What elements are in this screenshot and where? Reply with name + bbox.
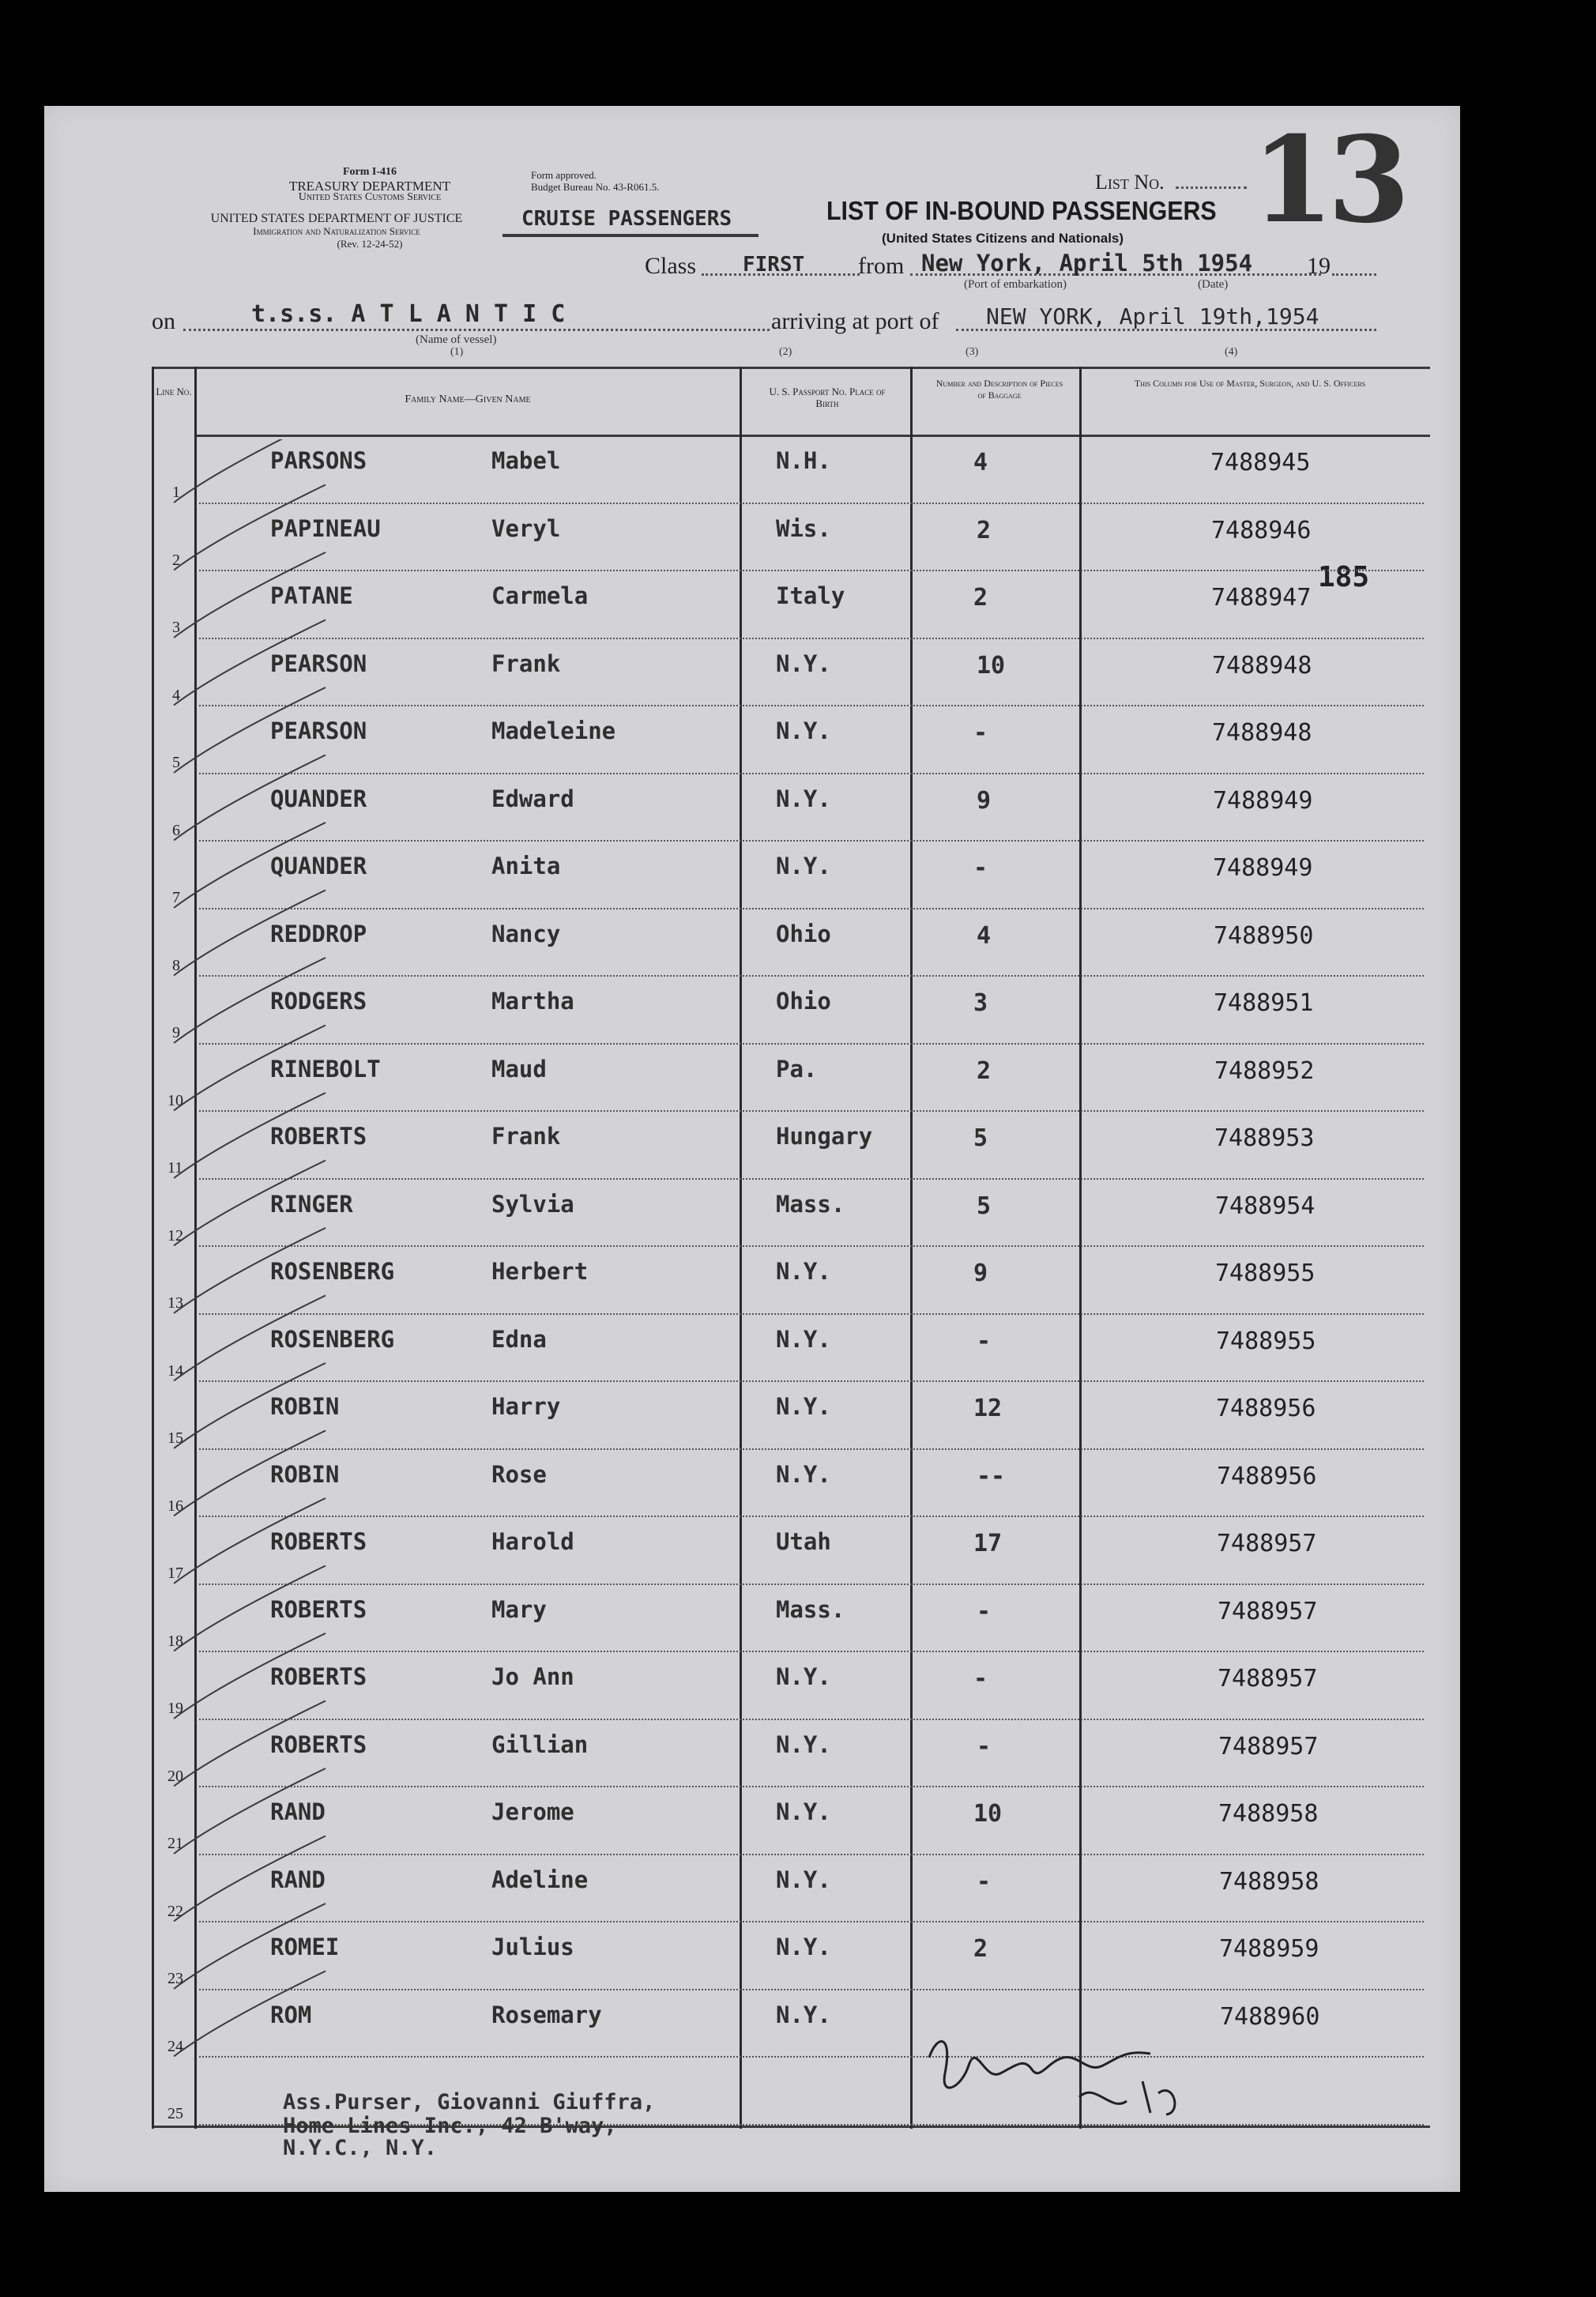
family-name: REDDROP [270, 920, 367, 947]
list-number: 13 [1252, 111, 1404, 250]
officer-number: 7488957 [1218, 1732, 1319, 1760]
row-rule [199, 1854, 1424, 1855]
vessel-line [183, 329, 770, 331]
row-rule [199, 638, 1424, 639]
line-number: 11 [168, 1159, 183, 1177]
family-name: ROM [270, 2001, 312, 2028]
family-name: RAND [270, 1866, 326, 1893]
department-of-justice: UNITED STATES DEPARTMENT OF JUSTICE [210, 212, 463, 225]
family-name: ROBERTS [270, 1663, 367, 1690]
line-number: 21 [168, 1835, 183, 1852]
class-value: FIRST [743, 253, 805, 277]
purser-signature [913, 2026, 1245, 2129]
family-name: PEARSON [270, 717, 367, 744]
row-rule [199, 1380, 1424, 1382]
line-number: 9 [172, 1024, 180, 1041]
officer-number: 7488950 [1214, 921, 1314, 950]
row-rule [199, 1786, 1424, 1787]
baggage-count: - [973, 1665, 988, 1693]
header-officers-use: This Column for Use of Master, Surgeon, and U. S. Officers [1134, 378, 1366, 389]
line-number: 23 [168, 1970, 183, 1987]
row-rule [199, 705, 1424, 706]
immigration-service: Immigration and Naturalization Service [253, 225, 420, 237]
row-rule [199, 1651, 1424, 1652]
officer-number: 7488951 [1214, 989, 1314, 1017]
baggage-count: - [973, 719, 988, 747]
purser-address-line-3: N.Y.C., N.Y. [283, 2136, 438, 2160]
line-number: 13 [168, 1294, 183, 1312]
given-name: Rose [491, 1460, 547, 1488]
line-number: 5 [172, 754, 180, 771]
officer-number: 7488946 [1211, 516, 1312, 544]
given-name: Harold [491, 1528, 574, 1555]
row-rule [199, 1989, 1424, 1990]
family-name: ROBIN [270, 1460, 340, 1488]
baggage-count: - [977, 1327, 992, 1355]
line-number: 16 [168, 1497, 183, 1515]
given-name: Edward [491, 785, 574, 812]
family-name: RODGERS [270, 988, 367, 1015]
birthplace: Utah [776, 1528, 831, 1555]
line-number: 6 [172, 821, 180, 839]
baggage-count: 2 [977, 1056, 992, 1085]
row-rule [199, 840, 1424, 842]
check-marks [168, 439, 357, 2126]
given-name: Maud [491, 1055, 547, 1083]
line-number: 20 [168, 1767, 183, 1785]
line-number: 4 [172, 686, 180, 704]
officer-number: 7488952 [1214, 1056, 1315, 1085]
officer-number: 7488954 [1215, 1192, 1316, 1220]
header-line-no: Line No. [156, 386, 192, 397]
officer-number: 7488958 [1218, 1800, 1319, 1828]
given-name: Herbert [491, 1258, 589, 1285]
family-name: PATANE [270, 582, 353, 609]
given-name: Mary [491, 1595, 547, 1623]
given-name: Frank [491, 1123, 561, 1150]
header-baggage: Number and Description of Pieces of Baggage [935, 378, 1063, 401]
birthplace: N.Y. [776, 717, 831, 744]
officer-number: 7488949 [1213, 854, 1313, 882]
baggage-count: 2 [977, 516, 992, 544]
given-name: Sylvia [491, 1190, 574, 1218]
baggage-count: 10 [973, 1800, 1003, 1828]
given-name: Martha [491, 988, 574, 1015]
officer-number: 7488956 [1216, 1395, 1316, 1422]
port-embarkation-caption: (Port of embarkation) [964, 278, 1067, 291]
family-name: QUANDER [270, 785, 367, 812]
form-approved: Form approved. [531, 169, 597, 181]
baggage-count: 9 [977, 786, 992, 815]
header-family-given-name: Family Name—Given Name [405, 394, 531, 405]
budget-bureau: Budget Bureau No. 43-R061.5. [531, 181, 660, 193]
row-rule [199, 1516, 1424, 1517]
officer-number: 7488959 [1219, 1935, 1319, 1963]
birthplace: Pa. [776, 1055, 818, 1083]
baggage-count: - [977, 1732, 992, 1760]
baggage-count: 4 [977, 921, 992, 950]
margin-stamp-number: 185 [1318, 561, 1370, 593]
birthplace: Ohio [776, 920, 831, 947]
customs-service: United States Customs Service [298, 191, 442, 203]
given-name: Frank [491, 650, 561, 677]
line-number: 12 [168, 1226, 183, 1245]
birthplace: N.Y. [776, 1798, 831, 1825]
birthplace: Ohio [776, 988, 831, 1015]
vessel-name: t.s.s. A T L A N T I C [251, 300, 566, 328]
on-label: on [152, 308, 175, 334]
birthplace: Wis. [776, 514, 831, 542]
officer-number: 7488958 [1219, 1867, 1319, 1896]
line-number: 25 [168, 2105, 183, 2122]
given-name: Mabel [491, 447, 561, 474]
officer-number: 7488948 [1212, 651, 1312, 680]
row-rule [199, 975, 1424, 977]
row-rule [199, 1043, 1424, 1045]
given-name: Jerome [491, 1798, 574, 1825]
baggage-count: 5 [977, 1192, 992, 1220]
line-number: 22 [168, 1902, 183, 1920]
officer-number: 7488957 [1218, 1665, 1318, 1693]
line-number: 14 [168, 1361, 183, 1380]
line-number: 1 [172, 484, 180, 501]
line-number: 10 [168, 1091, 183, 1109]
revision-date: (Rev. 12-24-52) [337, 238, 403, 250]
baggage-count: 10 [977, 651, 1006, 680]
row-rule [199, 1719, 1424, 1720]
baggage-count: 4 [973, 449, 988, 476]
officer-number: 7488955 [1215, 1260, 1316, 1287]
birthplace: Hungary [776, 1123, 873, 1150]
manifest-page [44, 106, 1460, 2192]
row-rule [199, 1921, 1424, 1922]
column-2-number: (2) [779, 346, 792, 358]
family-name: RAND [270, 1798, 326, 1825]
given-name: Edna [491, 1325, 547, 1353]
class-label: Class [645, 253, 697, 279]
from-label: from [858, 253, 905, 279]
row-rule [199, 1178, 1424, 1180]
birthplace: N.Y. [776, 853, 831, 879]
header-passport-birthplace: U. S. Passport No. Place of Birth [769, 386, 886, 409]
given-name: Nancy [491, 920, 561, 947]
row-rule [199, 773, 1424, 774]
line-number: 17 [168, 1565, 183, 1582]
family-name: PEARSON [270, 650, 367, 677]
line-number: 24 [168, 2037, 183, 2055]
line-number: 8 [172, 956, 180, 974]
row-rule [199, 1448, 1424, 1450]
column-3-number: (3) [966, 346, 979, 358]
birthplace: Italy [776, 582, 845, 609]
officer-number: 7488957 [1218, 1597, 1318, 1625]
baggage-count: - [977, 1597, 992, 1625]
family-name: ROSENBERG [270, 1258, 395, 1285]
row-rule [199, 908, 1424, 909]
year-prefix: 19 [1307, 253, 1331, 279]
row-rule [199, 1110, 1424, 1112]
baggage-count: -- [977, 1462, 1006, 1490]
family-name: ROBERTS [270, 1528, 367, 1555]
birthplace: Mass. [776, 1190, 845, 1218]
baggage-count: 9 [973, 1260, 988, 1287]
column-4-number: (4) [1225, 346, 1238, 358]
given-name: Gillian [491, 1730, 589, 1758]
given-name: Rosemary [491, 2001, 602, 2028]
arriving-label: arriving at port of [771, 308, 939, 334]
line-number: 7 [172, 889, 180, 906]
passenger-table [152, 367, 1430, 2129]
officer-number: 7488948 [1212, 719, 1312, 747]
treasury-department: TREASURY DEPARTMENT [288, 179, 451, 194]
birthplace: N.Y. [776, 650, 831, 677]
birthplace: N.Y. [776, 1663, 831, 1690]
family-name: QUANDER [270, 853, 367, 879]
row-rule [199, 570, 1424, 571]
family-name: ROBERTS [270, 1123, 367, 1150]
row-rule [199, 1313, 1424, 1315]
family-name: RINEBOLT [270, 1055, 381, 1083]
line-number: 18 [168, 1632, 183, 1650]
given-name: Carmela [491, 582, 589, 609]
baggage-count: - [973, 854, 988, 882]
birthplace: N.Y. [776, 785, 831, 812]
birthplace: N.Y. [776, 2001, 831, 2028]
family-name: PARSONS [270, 447, 367, 474]
family-name: ROMEI [270, 1934, 340, 1960]
given-name: Madeleine [491, 717, 616, 744]
birthplace: N.Y. [776, 1730, 831, 1758]
manifest-title: LIST OF IN-BOUND PASSENGERS [826, 196, 1217, 225]
given-name: Jo Ann [491, 1663, 574, 1690]
form-number: Form I-416 [342, 166, 397, 178]
baggage-count: 2 [973, 584, 988, 612]
header-bottom-border [196, 435, 1430, 437]
officer-number: 7488957 [1217, 1530, 1317, 1557]
family-name: ROBIN [270, 1393, 340, 1420]
birthplace: N.Y. [776, 1460, 831, 1488]
officer-number: 7488947 [1211, 584, 1312, 612]
family-name: ROBERTS [270, 1595, 367, 1623]
row-rule [199, 1245, 1424, 1247]
family-name: ROBERTS [270, 1730, 367, 1758]
line-number: 15 [168, 1429, 183, 1447]
given-name: Veryl [491, 514, 561, 542]
baggage-count: 2 [973, 1935, 988, 1963]
given-name: Harry [491, 1393, 561, 1420]
list-no-label: List No. [1095, 171, 1165, 194]
officer-number: 7488960 [1220, 2002, 1320, 2031]
vessel-column-number: (1) [450, 346, 464, 358]
purser-address-line-1: Ass.Purser, Giovanni Giuffra, [283, 2090, 656, 2114]
given-name: Julius [491, 1934, 574, 1960]
officer-number: 7488945 [1210, 449, 1311, 476]
passenger-rows [152, 439, 1430, 2126]
baggage-count: 3 [973, 989, 988, 1017]
given-name: Anita [491, 853, 561, 879]
given-name: Adeline [491, 1866, 589, 1893]
birthplace: N.Y. [776, 1325, 831, 1353]
arrival-value: NEW YORK, April 19th,1954 [986, 303, 1319, 329]
line-number: 3 [172, 619, 180, 636]
baggage-count: 12 [973, 1395, 1003, 1422]
baggage-count: - [977, 1867, 992, 1896]
date-caption: (Date) [1198, 278, 1229, 291]
list-no-line [1176, 186, 1247, 189]
family-name: PAPINEAU [270, 514, 381, 542]
birthplace: N.H. [776, 447, 831, 474]
baggage-count: 5 [973, 1124, 988, 1152]
from-value: New York, April 5th 1954 [921, 250, 1253, 277]
vessel-caption: (Name of vessel) [416, 333, 497, 346]
row-rule [199, 1583, 1424, 1585]
officer-number: 7488956 [1217, 1462, 1317, 1490]
line-number: 2 [172, 551, 180, 569]
birthplace: N.Y. [776, 1866, 831, 1893]
family-name: RINGER [270, 1190, 353, 1218]
cruise-underline [503, 234, 758, 237]
baggage-count: 17 [973, 1530, 1003, 1557]
table-top-border [152, 367, 1430, 369]
cruise-passengers-label: CRUISE PASSENGERS [521, 207, 732, 231]
officer-number: 7488955 [1216, 1327, 1316, 1355]
year-line [1332, 273, 1376, 276]
birthplace: N.Y. [776, 1393, 831, 1420]
birthplace: Mass. [776, 1595, 845, 1623]
officer-number: 7488949 [1213, 786, 1313, 815]
row-rule [199, 503, 1424, 504]
officer-number: 7488953 [1214, 1124, 1315, 1152]
manifest-subtitle: (United States Citizens and Nationals) [882, 231, 1124, 246]
line-number: 19 [168, 1700, 183, 1717]
family-name: ROSENBERG [270, 1325, 395, 1353]
birthplace: N.Y. [776, 1934, 831, 1960]
purser-address-line-2: Home Lines Inc., 42 B'way, [283, 2114, 617, 2138]
birthplace: N.Y. [776, 1258, 831, 1285]
